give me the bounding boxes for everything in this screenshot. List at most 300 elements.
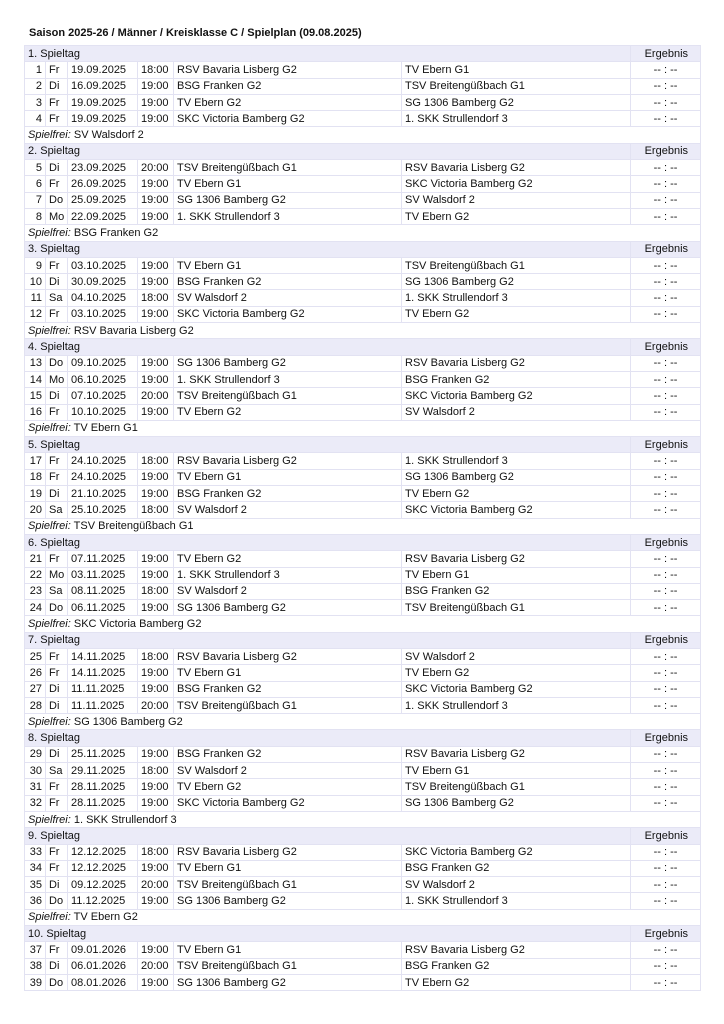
time: 18:00 <box>138 62 174 78</box>
result: -- : -- <box>631 860 701 876</box>
weekday: Do <box>46 355 68 371</box>
result: -- : -- <box>631 779 701 795</box>
table-row <box>25 779 701 795</box>
result: -- : -- <box>631 551 701 567</box>
away-team: TV Ebern G2 <box>402 208 631 224</box>
time: 19:00 <box>138 860 174 876</box>
table-row <box>25 551 701 567</box>
home-team: TV Ebern G2 <box>174 779 402 795</box>
home-team: RSV Bavaria Lisberg G2 <box>174 648 402 664</box>
time: 19:00 <box>138 779 174 795</box>
weekday: Sa <box>46 763 68 779</box>
time: 19:00 <box>138 567 174 583</box>
result-header: Ergebnis <box>631 339 701 355</box>
date: 09.10.2025 <box>68 355 138 371</box>
time: 19:00 <box>138 306 174 322</box>
date: 23.09.2025 <box>68 160 138 176</box>
game-number: 7 <box>25 192 46 208</box>
spielfrei-label: Spielfrei: <box>28 618 71 631</box>
round-header <box>25 828 701 844</box>
away-team: SG 1306 Bamberg G2 <box>402 795 631 811</box>
away-team: TSV Breitengüßbach G1 <box>402 779 631 795</box>
spielfrei-label: Spielfrei: <box>28 813 71 826</box>
table-row <box>25 78 701 94</box>
home-team: TV Ebern G1 <box>174 469 402 485</box>
round-header <box>25 339 701 355</box>
game-number: 22 <box>25 567 46 583</box>
time: 19:00 <box>138 746 174 762</box>
away-team: TSV Breitengüßbach G1 <box>402 257 631 273</box>
game-number: 15 <box>25 388 46 404</box>
time: 19:00 <box>138 94 174 110</box>
home-team: BSG Franken G2 <box>174 746 402 762</box>
table-row <box>25 665 701 681</box>
date: 25.10.2025 <box>68 502 138 518</box>
result: -- : -- <box>631 893 701 909</box>
time: 19:00 <box>138 665 174 681</box>
home-team: TV Ebern G1 <box>174 665 402 681</box>
table-row <box>25 860 701 876</box>
weekday: Di <box>46 877 68 893</box>
date: 09.01.2026 <box>68 942 138 958</box>
time: 20:00 <box>138 388 174 404</box>
table-row <box>25 290 701 306</box>
spielfrei-team: SV Walsdorf 2 <box>73 129 144 142</box>
game-number: 32 <box>25 795 46 811</box>
table-row <box>25 257 701 273</box>
result: -- : -- <box>631 388 701 404</box>
spielfrei-team: SKC Victoria Bamberg G2 <box>73 618 202 631</box>
result: -- : -- <box>631 62 701 78</box>
spielfrei-label: Spielfrei: <box>28 520 71 533</box>
round-label: 5. Spieltag <box>25 437 631 453</box>
table-row <box>25 877 701 893</box>
weekday: Mo <box>46 208 68 224</box>
spielfrei-row <box>25 714 701 730</box>
weekday: Di <box>46 486 68 502</box>
time: 19:00 <box>138 176 174 192</box>
time: 19:00 <box>138 404 174 420</box>
home-team: SG 1306 Bamberg G2 <box>174 192 402 208</box>
time: 19:00 <box>138 486 174 502</box>
time: 19:00 <box>138 111 174 127</box>
weekday: Di <box>46 388 68 404</box>
round-label: 6. Spieltag <box>25 534 631 550</box>
spielfrei-row <box>25 616 701 632</box>
home-team: TV Ebern G1 <box>174 257 402 273</box>
home-team: SKC Victoria Bamberg G2 <box>174 306 402 322</box>
time: 19:00 <box>138 681 174 697</box>
away-team: 1. SKK Strullendorf 3 <box>402 697 631 713</box>
away-team: RSV Bavaria Lisberg G2 <box>402 746 631 762</box>
away-team: RSV Bavaria Lisberg G2 <box>402 160 631 176</box>
away-team: SG 1306 Bamberg G2 <box>402 274 631 290</box>
result: -- : -- <box>631 257 701 273</box>
table-row <box>25 567 701 583</box>
spielfrei-label: Spielfrei: <box>28 715 71 728</box>
time: 18:00 <box>138 290 174 306</box>
away-team: 1. SKK Strullendorf 3 <box>402 290 631 306</box>
home-team: 1. SKK Strullendorf 3 <box>174 371 402 387</box>
home-team: SV Walsdorf 2 <box>174 763 402 779</box>
weekday: Do <box>46 893 68 909</box>
result: -- : -- <box>631 795 701 811</box>
table-row <box>25 746 701 762</box>
date: 28.11.2025 <box>68 795 138 811</box>
home-team: TV Ebern G1 <box>174 942 402 958</box>
date: 21.10.2025 <box>68 486 138 502</box>
game-number: 2 <box>25 78 46 94</box>
table-row <box>25 942 701 958</box>
result: -- : -- <box>631 355 701 371</box>
round-header <box>25 632 701 648</box>
home-team: TV Ebern G2 <box>174 404 402 420</box>
date: 04.10.2025 <box>68 290 138 306</box>
weekday: Fr <box>46 453 68 469</box>
time: 20:00 <box>138 877 174 893</box>
game-number: 11 <box>25 290 46 306</box>
result: -- : -- <box>631 274 701 290</box>
round-label: 8. Spieltag <box>25 730 631 746</box>
result: -- : -- <box>631 111 701 127</box>
away-team: SV Walsdorf 2 <box>402 877 631 893</box>
home-team: BSG Franken G2 <box>174 681 402 697</box>
time: 18:00 <box>138 648 174 664</box>
weekday: Mo <box>46 371 68 387</box>
result: -- : -- <box>631 290 701 306</box>
time: 19:00 <box>138 208 174 224</box>
home-team: TV Ebern G1 <box>174 176 402 192</box>
time: 19:00 <box>138 795 174 811</box>
table-row <box>25 697 701 713</box>
round-label: 9. Spieltag <box>25 828 631 844</box>
result: -- : -- <box>631 974 701 990</box>
home-team: BSG Franken G2 <box>174 486 402 502</box>
weekday: Fr <box>46 844 68 860</box>
weekday: Fr <box>46 779 68 795</box>
result: -- : -- <box>631 648 701 664</box>
game-number: 1 <box>25 62 46 78</box>
game-number: 38 <box>25 958 46 974</box>
round-header <box>25 730 701 746</box>
weekday: Di <box>46 78 68 94</box>
home-team: TSV Breitengüßbach G1 <box>174 388 402 404</box>
away-team: SG 1306 Bamberg G2 <box>402 94 631 110</box>
result-header: Ergebnis <box>631 143 701 159</box>
home-team: RSV Bavaria Lisberg G2 <box>174 62 402 78</box>
home-team: TSV Breitengüßbach G1 <box>174 697 402 713</box>
spielfrei-row <box>25 127 701 143</box>
game-number: 34 <box>25 860 46 876</box>
result-header: Ergebnis <box>631 46 701 62</box>
spielfrei-team: TV Ebern G1 <box>73 422 138 435</box>
date: 03.10.2025 <box>68 257 138 273</box>
spielfrei-label: Spielfrei: <box>28 324 71 337</box>
date: 09.12.2025 <box>68 877 138 893</box>
game-number: 39 <box>25 974 46 990</box>
result: -- : -- <box>631 583 701 599</box>
result: -- : -- <box>631 681 701 697</box>
date: 19.09.2025 <box>68 111 138 127</box>
table-row <box>25 388 701 404</box>
time: 18:00 <box>138 583 174 599</box>
weekday: Sa <box>46 583 68 599</box>
game-number: 35 <box>25 877 46 893</box>
result-header: Ergebnis <box>631 632 701 648</box>
result: -- : -- <box>631 567 701 583</box>
away-team: SKC Victoria Bamberg G2 <box>402 502 631 518</box>
date: 11.11.2025 <box>68 697 138 713</box>
date: 11.11.2025 <box>68 681 138 697</box>
spielfrei-team: TV Ebern G2 <box>73 911 138 924</box>
result-header: Ergebnis <box>631 534 701 550</box>
time: 19:00 <box>138 942 174 958</box>
weekday: Di <box>46 697 68 713</box>
result: -- : -- <box>631 453 701 469</box>
result: -- : -- <box>631 486 701 502</box>
table-row <box>25 502 701 518</box>
away-team: TV Ebern G2 <box>402 486 631 502</box>
game-number: 9 <box>25 257 46 273</box>
away-team: RSV Bavaria Lisberg G2 <box>402 551 631 567</box>
away-team: TV Ebern G1 <box>402 62 631 78</box>
spielfrei-row <box>25 518 701 534</box>
away-team: TV Ebern G2 <box>402 974 631 990</box>
away-team: SKC Victoria Bamberg G2 <box>402 681 631 697</box>
spielfrei-row <box>25 323 701 339</box>
result-header: Ergebnis <box>631 241 701 257</box>
round-header <box>25 926 701 942</box>
spielfrei-row <box>25 225 701 241</box>
result: -- : -- <box>631 306 701 322</box>
home-team: BSG Franken G2 <box>174 78 402 94</box>
table-row <box>25 958 701 974</box>
table-row <box>25 94 701 110</box>
spielfrei-label: Spielfrei: <box>28 911 71 924</box>
date: 06.11.2025 <box>68 600 138 616</box>
table-row <box>25 404 701 420</box>
game-number: 26 <box>25 665 46 681</box>
game-number: 27 <box>25 681 46 697</box>
result: -- : -- <box>631 371 701 387</box>
weekday: Fr <box>46 860 68 876</box>
page-title: Saison 2025-26 / Männer / Kreisklasse C / Spielplan (09.08.2025) <box>29 27 362 39</box>
round-header <box>25 534 701 550</box>
result: -- : -- <box>631 176 701 192</box>
time: 19:00 <box>138 974 174 990</box>
table-row <box>25 306 701 322</box>
time: 18:00 <box>138 453 174 469</box>
round-header <box>25 46 701 62</box>
time: 18:00 <box>138 763 174 779</box>
spielfrei-team: TSV Breitengüßbach G1 <box>73 520 194 533</box>
home-team: BSG Franken G2 <box>174 274 402 290</box>
round-label: 10. Spieltag <box>25 926 631 942</box>
date: 16.09.2025 <box>68 78 138 94</box>
date: 03.11.2025 <box>68 567 138 583</box>
away-team: SKC Victoria Bamberg G2 <box>402 176 631 192</box>
schedule-table <box>24 45 701 991</box>
result: -- : -- <box>631 697 701 713</box>
result: -- : -- <box>631 600 701 616</box>
table-row <box>25 893 701 909</box>
weekday: Di <box>46 746 68 762</box>
game-number: 17 <box>25 453 46 469</box>
date: 11.12.2025 <box>68 893 138 909</box>
home-team: SV Walsdorf 2 <box>174 502 402 518</box>
home-team: SV Walsdorf 2 <box>174 290 402 306</box>
spielfrei-team: BSG Franken G2 <box>73 226 159 239</box>
game-number: 21 <box>25 551 46 567</box>
home-team: TSV Breitengüßbach G1 <box>174 160 402 176</box>
home-team: TV Ebern G2 <box>174 551 402 567</box>
date: 28.11.2025 <box>68 779 138 795</box>
home-team: SV Walsdorf 2 <box>174 583 402 599</box>
table-row <box>25 681 701 697</box>
round-header <box>25 143 701 159</box>
weekday: Fr <box>46 257 68 273</box>
time: 19:00 <box>138 257 174 273</box>
home-team: TSV Breitengüßbach G1 <box>174 877 402 893</box>
spielfrei-row <box>25 811 701 827</box>
table-row <box>25 974 701 990</box>
time: 18:00 <box>138 844 174 860</box>
weekday: Fr <box>46 404 68 420</box>
weekday: Mo <box>46 567 68 583</box>
date: 24.10.2025 <box>68 453 138 469</box>
result: -- : -- <box>631 94 701 110</box>
away-team: BSG Franken G2 <box>402 371 631 387</box>
table-row <box>25 160 701 176</box>
round-label: 3. Spieltag <box>25 241 631 257</box>
result: -- : -- <box>631 404 701 420</box>
round-label: 1. Spieltag <box>25 46 631 62</box>
away-team: TV Ebern G1 <box>402 567 631 583</box>
home-team: SKC Victoria Bamberg G2 <box>174 111 402 127</box>
game-number: 33 <box>25 844 46 860</box>
spielfrei-team: 1. SKK Strullendorf 3 <box>73 813 177 826</box>
game-number: 25 <box>25 648 46 664</box>
weekday: Di <box>46 274 68 290</box>
spielfrei-row <box>25 909 701 925</box>
date: 14.11.2025 <box>68 665 138 681</box>
date: 12.12.2025 <box>68 860 138 876</box>
date: 14.11.2025 <box>68 648 138 664</box>
home-team: TV Ebern G1 <box>174 860 402 876</box>
result: -- : -- <box>631 78 701 94</box>
spielfrei-team: RSV Bavaria Lisberg G2 <box>73 324 194 337</box>
date: 29.11.2025 <box>68 763 138 779</box>
away-team: SKC Victoria Bamberg G2 <box>402 388 631 404</box>
time: 19:00 <box>138 371 174 387</box>
game-number: 23 <box>25 583 46 599</box>
time: 19:00 <box>138 893 174 909</box>
weekday: Di <box>46 160 68 176</box>
round-label: 2. Spieltag <box>25 143 631 159</box>
table-row <box>25 453 701 469</box>
weekday: Do <box>46 974 68 990</box>
home-team: 1. SKK Strullendorf 3 <box>174 567 402 583</box>
date: 06.01.2026 <box>68 958 138 974</box>
away-team: SKC Victoria Bamberg G2 <box>402 844 631 860</box>
table-row <box>25 111 701 127</box>
game-number: 10 <box>25 274 46 290</box>
weekday: Sa <box>46 502 68 518</box>
home-team: RSV Bavaria Lisberg G2 <box>174 844 402 860</box>
game-number: 6 <box>25 176 46 192</box>
spielfrei-row <box>25 420 701 436</box>
away-team: SV Walsdorf 2 <box>402 404 631 420</box>
away-team: 1. SKK Strullendorf 3 <box>402 893 631 909</box>
weekday: Fr <box>46 111 68 127</box>
home-team: 1. SKK Strullendorf 3 <box>174 208 402 224</box>
date: 07.11.2025 <box>68 551 138 567</box>
result: -- : -- <box>631 877 701 893</box>
table-row <box>25 208 701 224</box>
result-header: Ergebnis <box>631 730 701 746</box>
result: -- : -- <box>631 469 701 485</box>
weekday: Fr <box>46 942 68 958</box>
table-row <box>25 795 701 811</box>
away-team: BSG Franken G2 <box>402 583 631 599</box>
away-team: 1. SKK Strullendorf 3 <box>402 111 631 127</box>
home-team: SG 1306 Bamberg G2 <box>174 893 402 909</box>
result: -- : -- <box>631 665 701 681</box>
home-team: SG 1306 Bamberg G2 <box>174 600 402 616</box>
away-team: 1. SKK Strullendorf 3 <box>402 453 631 469</box>
spielfrei-label: Spielfrei: <box>28 129 71 142</box>
date: 03.10.2025 <box>68 306 138 322</box>
away-team: SV Walsdorf 2 <box>402 192 631 208</box>
result-header: Ergebnis <box>631 828 701 844</box>
weekday: Fr <box>46 176 68 192</box>
game-number: 12 <box>25 306 46 322</box>
home-team: SG 1306 Bamberg G2 <box>174 355 402 371</box>
away-team: SG 1306 Bamberg G2 <box>402 469 631 485</box>
weekday: Do <box>46 192 68 208</box>
home-team: SG 1306 Bamberg G2 <box>174 974 402 990</box>
game-number: 20 <box>25 502 46 518</box>
weekday: Fr <box>46 665 68 681</box>
spielfrei-label: Spielfrei: <box>28 226 71 239</box>
date: 30.09.2025 <box>68 274 138 290</box>
date: 07.10.2025 <box>68 388 138 404</box>
weekday: Di <box>46 958 68 974</box>
weekday: Sa <box>46 290 68 306</box>
weekday: Fr <box>46 795 68 811</box>
date: 26.09.2025 <box>68 176 138 192</box>
weekday: Do <box>46 600 68 616</box>
date: 10.10.2025 <box>68 404 138 420</box>
time: 19:00 <box>138 192 174 208</box>
date: 19.09.2025 <box>68 94 138 110</box>
table-row <box>25 192 701 208</box>
table-row <box>25 486 701 502</box>
game-number: 29 <box>25 746 46 762</box>
game-number: 19 <box>25 486 46 502</box>
home-team: TSV Breitengüßbach G1 <box>174 958 402 974</box>
round-label: 4. Spieltag <box>25 339 631 355</box>
table-row <box>25 469 701 485</box>
result: -- : -- <box>631 208 701 224</box>
spielfrei-team: SG 1306 Bamberg G2 <box>73 715 183 728</box>
result: -- : -- <box>631 160 701 176</box>
result: -- : -- <box>631 746 701 762</box>
weekday: Fr <box>46 306 68 322</box>
weekday: Fr <box>46 469 68 485</box>
result-header: Ergebnis <box>631 926 701 942</box>
time: 19:00 <box>138 274 174 290</box>
